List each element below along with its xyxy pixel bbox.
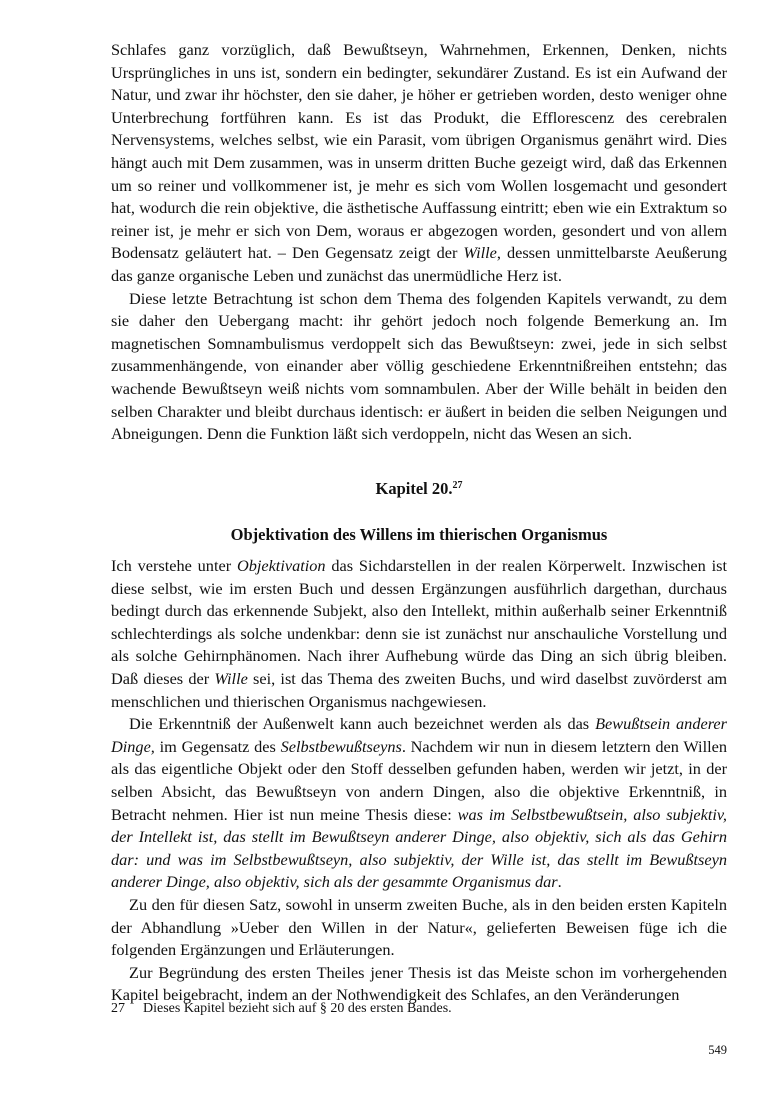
emphasis-text: was im Selbstbewußtsein, also subjektiv, der Intellekt ist, das stellt im Bewußtseyn anderer Dinge, also objektiv, sich als das Gehirn dar: und was im Selbstbewußtseyn, also subjektiv, der Wille ist, das stellt im Bewußtseyn anderer Dinge, also objektiv, sich als der gesammte Organismus dar [111, 804, 727, 892]
continued-section [111, 39, 727, 446]
footnote-reference: 27 [452, 480, 463, 491]
paragraph-text: . Nachdem wir nun in diesem letztern den Willen als das eigentliche Objekt oder den Stoff desselben gefunden haben, werden wir jetzt, in der selben Absicht, das Bewußtseyn von andern Dingen, also die objektive Erkenntniß, in Betracht nehmen. Hier ist nun meine Thesis diese: [111, 736, 727, 824]
paragraph-text: . [557, 872, 562, 892]
paragraph-text: sei, ist das Thema des zweiten Buchs, und wird daselbst zuvörderst am menschlichen und thierischen Organismus nachgewiesen. [111, 668, 727, 711]
paragraph-text: Zu den für diesen Satz, sowohl in unserm zweiten Buche, als in den beiden ersten Kapiteln der Abhandlung »Ueber den Willen in der Natur«, gelieferten Beweisen füge ich die folgenden Ergänzungen und Erläuterungen. [111, 894, 727, 960]
paragraph-text: Diese letzte Betrachtung ist schon dem Thema des folgenden Kapitels verwandt, zu dem sie daher den Uebergang macht: ihr gehört jedoch noch folgende Bemerkung an. Im magnetischen Somnambulismus verdoppelt sich das Bewußtseyn: zwei, jede in sich selbst zusammenhängende, von einander aber völlig geschiedene Erkenntnißreihen entstehn; das wachende Bewußtseyn weiß nichts vom somnambulen. Aber der Wille behält in beiden den selben Charakter und bleibt durchaus identisch: er äußert in beiden die selben Neigungen und Abneigungen. Denn die Funktion läßt sich verdoppeln, nicht das Wesen an sich. [111, 288, 727, 444]
emphasis-text: Wille [214, 668, 248, 688]
paragraph-text: Zur Begründung des ersten Theiles jener Thesis ist das Meiste schon im vorhergehenden Kapitel beigebracht, indem an der Nothwendigkeit des Schlafes, an den Veränderungen [111, 962, 727, 1005]
paragraph-transition [111, 288, 727, 446]
chapter-body [111, 555, 727, 1007]
paragraph-text: Ich verstehe unter [111, 556, 237, 575]
paragraph-text: das Sichdarstellen in der realen Körperwelt. Inzwischen ist diese selbst, wie im ersten Buch und dessen Ergänzungen ausführlich dargethan, durchaus bedingt durch das erkennende Subjekt, also den Intellekt, mithin außerhalb seiner Erkenntniß schlechterdings als solche undenkbar: denn sie ist zunächst nur anschauliche Vorstellung und als solche Gehirnphänomen. Nach ihrer Aufhebung würde das Ding an sich übrig bleiben. Daß dieses der [111, 556, 727, 688]
footnote-number: 27 [111, 1001, 125, 1016]
emphasis-text: Objektivation [236, 556, 326, 575]
paragraph-objektivation [111, 555, 727, 713]
paragraph-text: Schlafes ganz vorzüglich, daß Bewußtseyn, Wahrnehmen, Erkennen, Denken, nichts Ursprüngliches in uns ist, sondern ein bedingter, sekundärer Zustand. Es ist ein Aufwand der Natur, und zwar ihr höchster, den sie daher, je höher er getrieben worden, desto weniger ohne Unterbrechung fortführen kann. Es ist das Produkt, die Efflorescenz des cerebralen Nervensystems, welches selbst, wie ein Parasit, vom übrigen Organismus genährt wird. Dies hängt auch mit Dem zusammen, was in unserm dritten Buche gezeigt wird, daß das Erkennen um so reiner und vollkommener ist, je mehr es sich vom Wollen losgemacht und gesondert hat, wodurch die rein objektive, die ästhetische Auffassung eintritt; eben wie ein Extraktum so reiner ist, je mehr er sich von Dem, woraus er abgezogen worden, gesondert und von allem Bodensatz geläutert hat. – Den Gegensatz zeigt der [111, 40, 727, 263]
emphasis-text: Wille [463, 243, 497, 263]
paragraph-text: im Gegensatz des [154, 736, 281, 756]
emphasis-text: Selbstbewußtseyns [280, 736, 402, 756]
chapter-title [111, 479, 727, 499]
emphasis-text: Bewußtsein anderer Dinge, [111, 714, 727, 756]
footnote-text: Dieses Kapitel bezieht sich auf § 20 des ersten Bandes. [143, 1001, 452, 1016]
chapter-subtitle: Objektivation des Willens im thierischen Organismus [230, 525, 608, 544]
footnote [111, 1001, 727, 1017]
paragraph-thesis [111, 713, 727, 894]
chapter-title-text: Kapitel 20. [375, 479, 453, 498]
page-number: 549 [708, 1043, 727, 1057]
paragraph-text: Die Erkenntniß der Außenwelt kann auch bezeichnet werden als das [129, 714, 596, 734]
paragraph-proofs [111, 894, 727, 962]
paragraph-continued [111, 39, 727, 288]
paragraph-text: , dessen unmittelbarste Aeußerung das ganze organische Leben und zunächst das unermüdliche Herz ist. [111, 243, 728, 285]
